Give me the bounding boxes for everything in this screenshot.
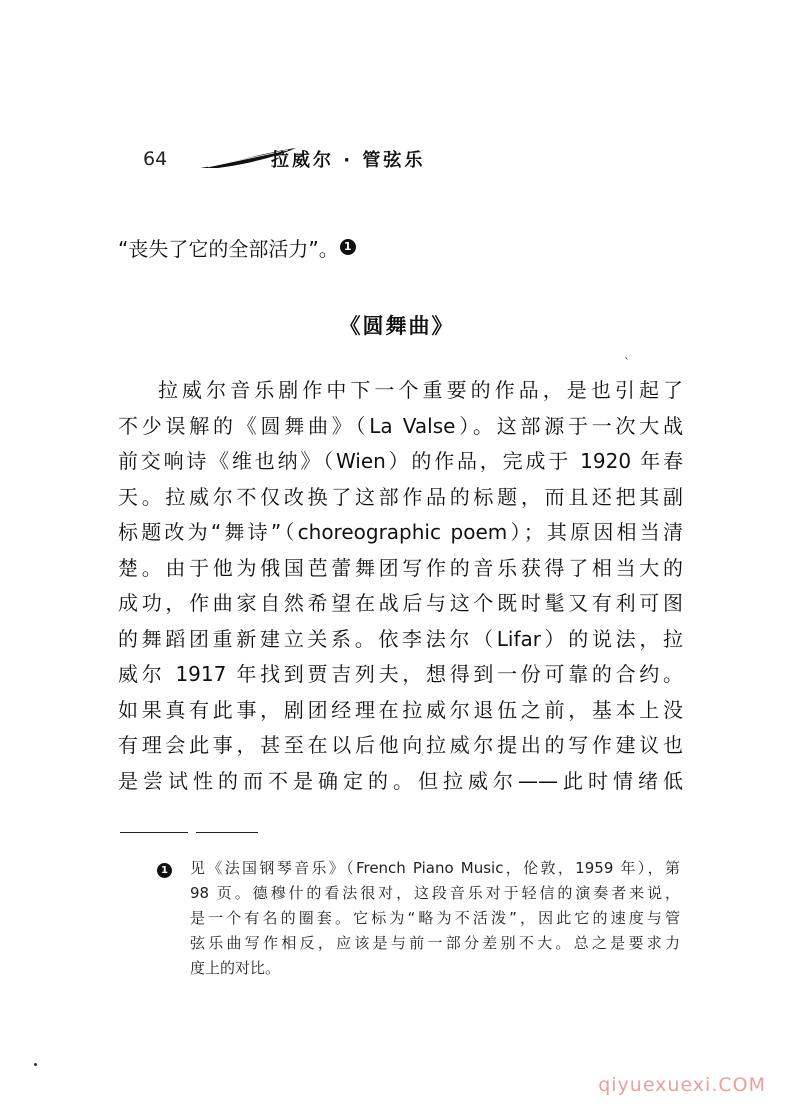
body-line: 的舞蹈团重新建立关系。依李法尔（Lifar）的说法，拉	[118, 626, 683, 651]
section-heading: 《圆舞曲》	[339, 314, 455, 338]
body-line: 标题改为“舞诗”（choreographic poem）；其原因相当清	[118, 520, 683, 544]
footnote-line: 98 页。德穆什的看法很对，这段音乐对于轻信的演奏者来说，	[190, 884, 680, 902]
body-line: 楚。由于他为俄国芭蕾舞团写作的音乐获得了相当大的	[118, 555, 683, 580]
body-line: 是尝试性的而不是确定的。但拉威尔——此时情绪低	[118, 768, 683, 793]
body-line: 威尔 1917 年找到贾吉列夫，想得到一份可靠的合约。	[118, 662, 683, 686]
running-title: 拉威尔 · 管弦乐	[271, 150, 426, 171]
footnote-line: 度上的对比。	[190, 959, 281, 977]
scan-dot	[34, 1063, 37, 1066]
page-header	[143, 146, 563, 176]
body-line: 不少误解的《圆舞曲》（La Valse）。这部源于一次大战	[118, 413, 683, 438]
body-text	[118, 373, 683, 799]
body-line: 如果真有此事，剧团经理在拉威尔退伍之前，基本上没	[118, 697, 683, 722]
page-number: 64	[143, 148, 168, 170]
watermark: qiyuexuexi.COM	[598, 1074, 766, 1096]
carry-over-text: “丧失了它的全部活力”。	[118, 237, 339, 261]
footnote-separator	[120, 832, 258, 833]
body-line: 有理会此事，甚至在以后他向拉威尔提出的写作建议也	[118, 733, 683, 757]
body-line: 成功，作曲家自然希望在战后与这个既时髦又有利可图	[118, 591, 683, 615]
body-line: 前交响诗《维也纳》（Wien）的作品，完成于 1920 年春	[118, 449, 683, 473]
body-line: 天。拉威尔不仅改换了这部作品的标题，而且还把其副	[118, 484, 683, 509]
carry-over-line	[118, 233, 356, 262]
footnote-line: 见《法国钢琴音乐》（French Piano Music，伦敦，1959 年），第	[190, 859, 680, 877]
body-line: 拉威尔音乐剧作中下一个重要的作品，是也引起了	[158, 378, 683, 402]
scan-mark: ˋ	[624, 356, 630, 370]
footnote-text	[190, 856, 680, 981]
footnote-marker: 1	[157, 863, 172, 878]
footnote-reference[interactable]: 1	[340, 239, 356, 255]
footnote-line: 弦乐曲写作相反，应该是与前一部分差别不大。总之是要求力	[190, 934, 680, 952]
footnote-line: 是一个有名的圈套。它标为“略为不活泼”，因此它的速度与管	[190, 909, 680, 927]
